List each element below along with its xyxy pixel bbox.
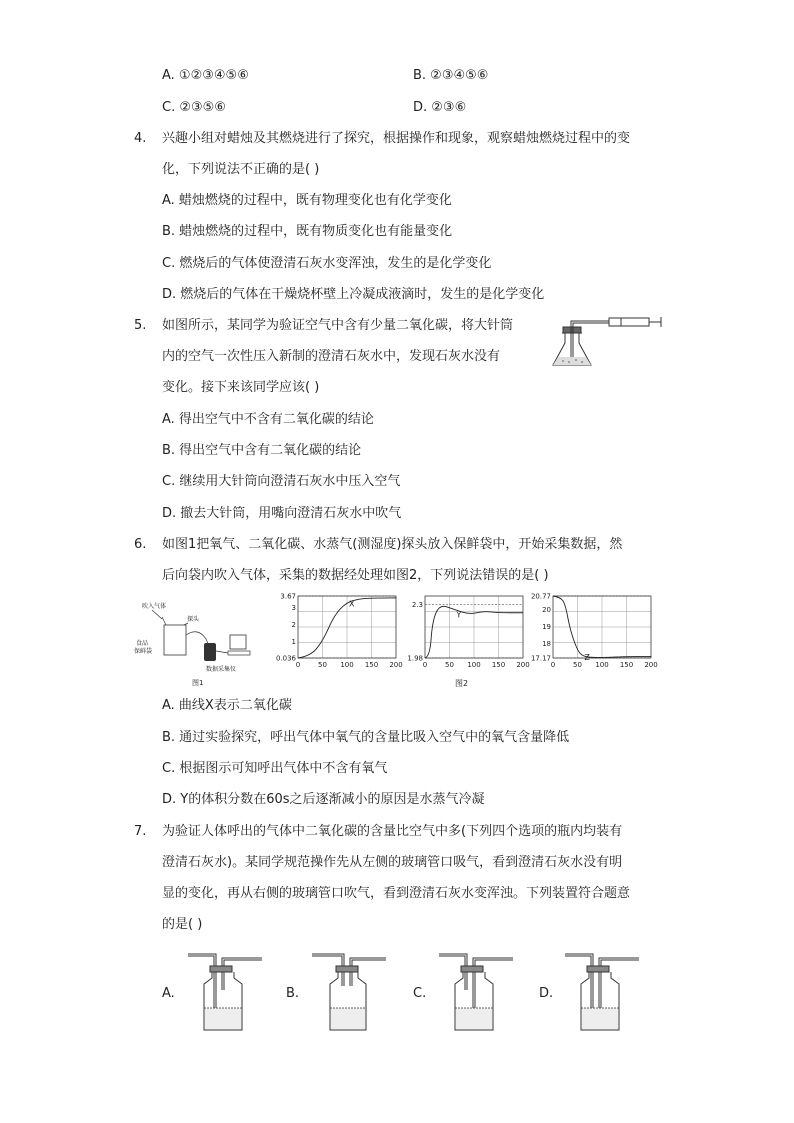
q5-stem-line3: 变化。接下来该同学应该( )	[162, 380, 320, 395]
y-tick-label: 1	[291, 638, 296, 647]
q3-option-b: B. ②③④⑤⑥	[413, 68, 489, 83]
q6-option-a: A. 曲线X表示二氧化碳	[162, 698, 292, 713]
y-tick-label: 17.17	[530, 654, 551, 663]
q3-option-a: A. ①②③④⑤⑥	[162, 68, 249, 83]
q7-stem-line2: 澄清石灰水)。某同学规范操作先从左侧的玻璃管口吸气，看到澄清石灰水没有明	[162, 855, 623, 870]
chart-grid	[298, 596, 396, 658]
x-tick-label: 0	[295, 661, 301, 669]
y-tick-label: 20	[542, 605, 551, 614]
x-tick-label: 50	[573, 661, 582, 669]
chart-z	[525, 592, 658, 672]
x-tick-label: 150	[491, 661, 506, 669]
q5-stem-line2: 内的空气一次性压入新制的澄清石灰水中，发现石灰水没有	[162, 349, 501, 364]
q5-stem-line1: 如图所示，某同学为验证空气中含有少量二氧化碳，将大针筒	[162, 318, 514, 333]
q7-option-c-label: C.	[413, 986, 427, 1001]
chart-grid	[553, 596, 651, 658]
q3-option-d: D. ②③⑥	[413, 100, 467, 115]
x-tick-label: 0	[550, 661, 556, 669]
fig1-label-probe: 探头	[187, 616, 200, 623]
x-tick-label: 50	[445, 661, 454, 669]
q5-option-d: D. 撤去大针筒，用嘴向澄清石灰水中吹气	[162, 506, 402, 521]
curve-label: Z	[584, 652, 590, 662]
x-tick-label: 100	[467, 661, 481, 669]
q5-option-a: A. 得出空气中不含有二氧化碳的结论	[162, 412, 374, 427]
x-tick-label: 100	[595, 661, 609, 669]
x-tick-label: 150	[364, 661, 379, 669]
fig1-label-bag-1: 食品	[136, 640, 149, 647]
fig1-data-logger	[204, 643, 216, 661]
q4-option-c: C. 燃烧后的气体使澄清石灰水变浑浊，发生的是化学变化	[162, 256, 492, 271]
q7-option-d-label: D.	[539, 986, 554, 1001]
q7-bottle-a	[186, 950, 266, 1034]
q4-number: 4.	[134, 131, 147, 146]
fig2-caption: 图2	[455, 679, 469, 688]
y-tick-label: 2	[291, 620, 296, 629]
q7-option-a-label: A.	[162, 986, 175, 1001]
fig1-bag	[164, 625, 186, 655]
y-tick-label: 1.98	[407, 654, 423, 663]
q4-stem-line1: 兴趣小组对蜡烛及其燃烧进行了探究，根据操作和现象，观察蜡烛燃烧过程中的变	[162, 131, 631, 146]
y-tick-label: 0.036	[275, 654, 296, 663]
q7-bottle-c	[437, 950, 517, 1034]
q4-stem-line2: 化，下列说法不正确的是( )	[162, 162, 320, 177]
q3-option-c: C. ②③⑤⑥	[162, 100, 226, 115]
x-tick-label: 150	[619, 661, 634, 669]
q7-stem-line3: 显的变化，再从右侧的玻璃管口吹气，看到澄清石灰水变浑浊。下列装置符合题意	[162, 886, 631, 901]
q6-option-d: D. Y的体积分数在60s之后逐渐减小的原因是水蒸气冷凝	[162, 792, 485, 807]
q7-stem-line4: 的是( )	[162, 917, 203, 932]
q7-stem-line1: 为验证人体呼出的气体中二氧化碳的含量比空气中多(下列四个选项的瓶内均装有	[162, 824, 623, 839]
q6-option-c: C. 根据图示可知呼出气体中不含有氧气	[162, 761, 388, 776]
q6-option-b: B. 通过实验探究，呼出气体中氧气的含量比吸入空气中的氧气含量降低	[162, 730, 570, 745]
q4-option-d: D. 燃烧后的气体在干燥烧杯壁上冷凝成液滴时，发生的是化学变化	[162, 287, 545, 302]
curve-label: Y	[456, 610, 462, 620]
fig1-label-blow: 吹入气体	[142, 603, 167, 610]
x-tick-label: 200	[516, 661, 530, 669]
q5-option-b: B. 得出空气中含有二氧化碳的结论	[162, 443, 362, 458]
q7-number: 7.	[134, 824, 147, 839]
y-tick-label: 18	[542, 640, 551, 649]
x-tick-label: 100	[340, 661, 354, 669]
q7-bottle-d	[563, 950, 643, 1034]
y-tick-label: 20.77	[530, 592, 551, 601]
x-tick-label: 200	[389, 661, 403, 669]
q6-number: 6.	[134, 537, 147, 552]
y-tick-label: 3.67	[280, 592, 296, 601]
y-tick-label: 19	[542, 622, 551, 631]
x-tick-label: 0	[422, 661, 428, 669]
q6-figure-1	[132, 597, 272, 687]
q5-option-c: C. 继续用大针筒向澄清石灰水中压入空气	[162, 474, 401, 489]
fig1-computer	[230, 635, 246, 649]
q5-apparatus-figure	[549, 313, 664, 369]
fig1-label-bag-2: 保鲜袋	[134, 648, 153, 655]
fig1-label-device: 数据采集仪	[206, 666, 237, 673]
q7-bottle-b	[310, 950, 390, 1034]
q7-option-b-label: B.	[286, 986, 300, 1001]
q6-stem-line1: 如图1把氧气、二氧化碳、水蒸气(测湿度)探头放入保鲜袋中，开始采集数据，然	[162, 537, 623, 552]
q5-number: 5.	[134, 318, 147, 333]
chart-y	[397, 592, 530, 672]
fig1-caption: 图1	[192, 679, 204, 687]
chart-grid	[425, 596, 523, 658]
x-tick-label: 200	[644, 661, 658, 669]
chart-x	[270, 592, 403, 672]
q4-option-b: B. 蜡烛燃烧的过程中，既有物质变化也有能量变化	[162, 224, 453, 239]
q4-option-a: A. 蜡烛燃烧的过程中，既有物理变化也有化学变化	[162, 193, 452, 208]
y-tick-label: 2.3	[411, 600, 423, 609]
y-tick-label: 3	[291, 603, 296, 612]
curve-label: X	[349, 599, 355, 609]
x-tick-label: 50	[318, 661, 327, 669]
q6-stem-line2: 后向袋内吹入气体，采集的数据经处理如图2，下列说法错误的是( )	[162, 568, 549, 583]
